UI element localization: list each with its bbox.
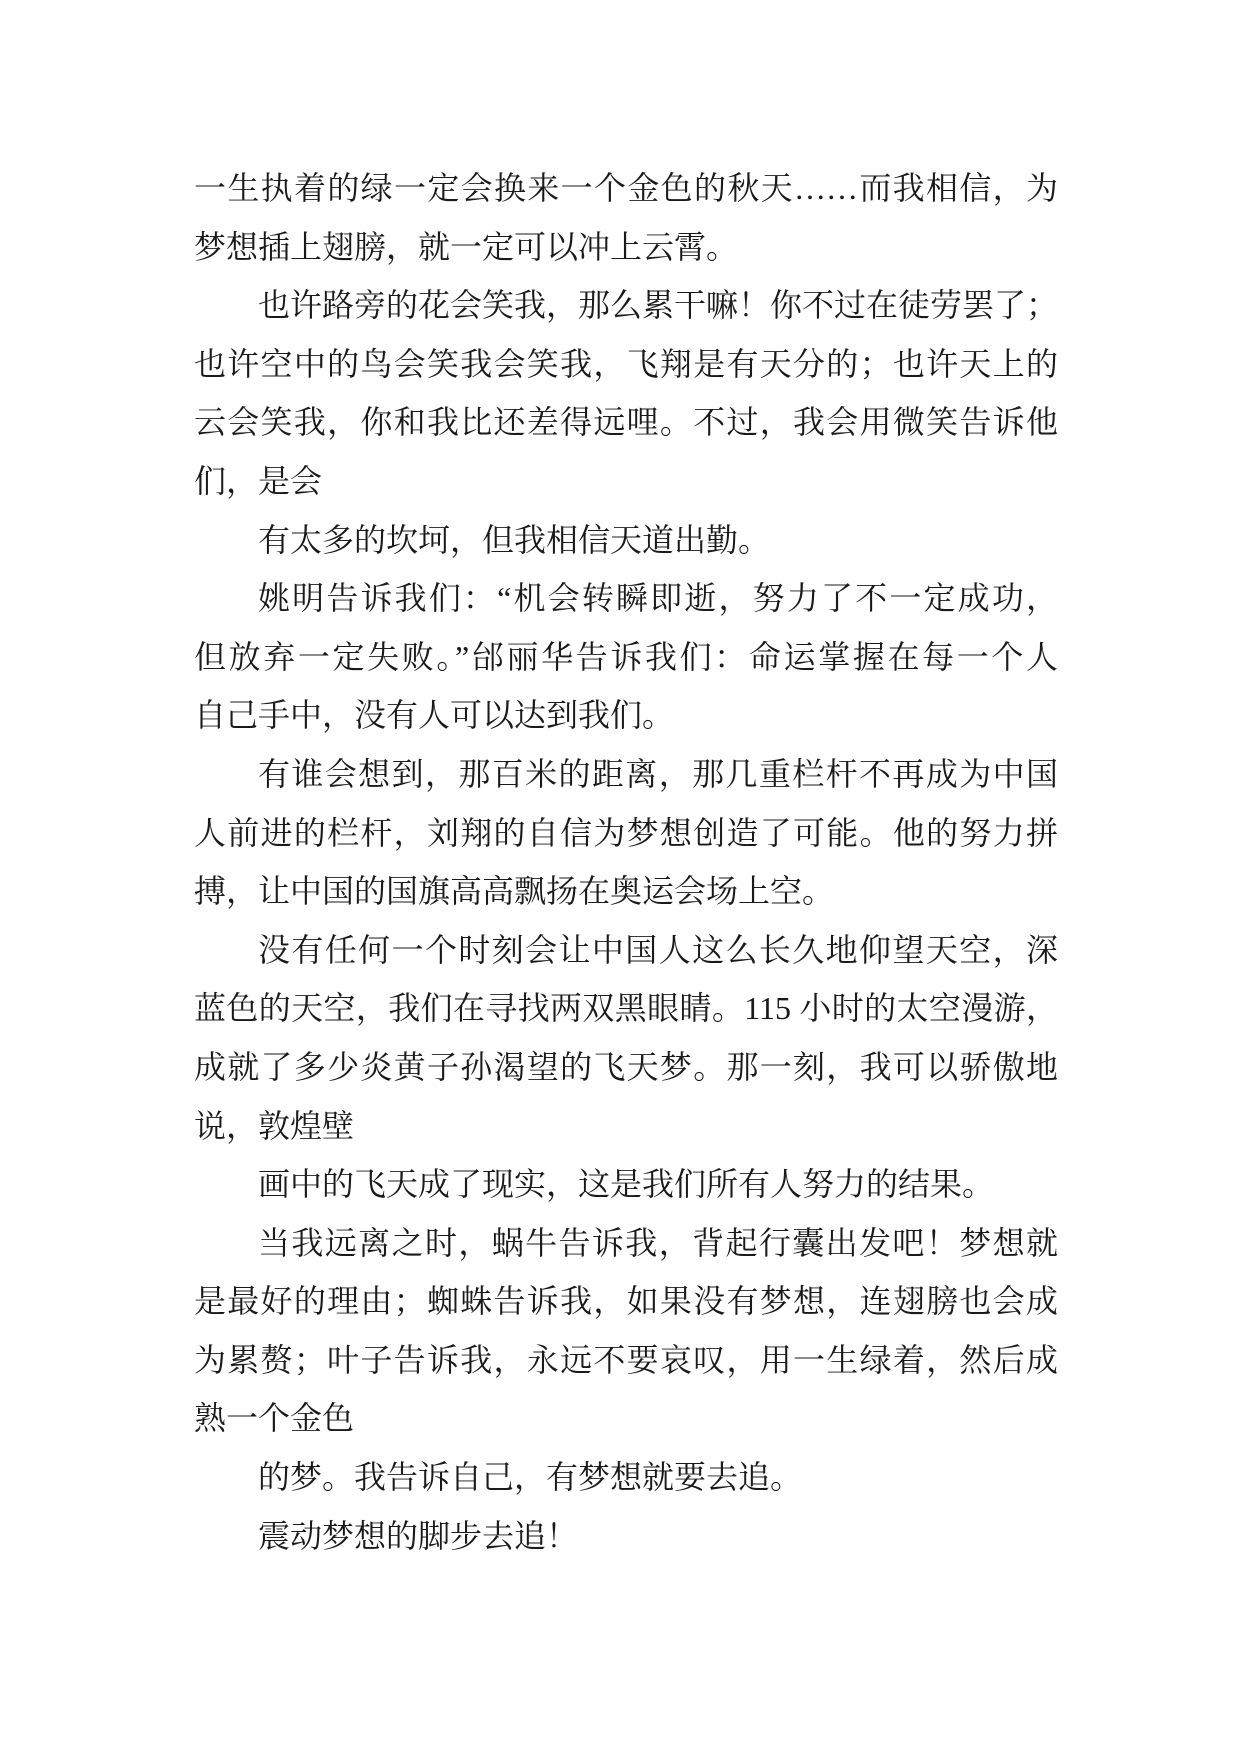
text-line: 的梦。我告诉自己，有梦想就要去追。 (258, 1459, 803, 1496)
text-line: 也许路旁的花会笑我，那么累干嘛！你不过在徒劳罢了； (258, 287, 1059, 324)
text-line: 有谁会想到，那百米的距离，那几重栏杆不再成为中国 (258, 755, 1058, 792)
text-line: 但放弃一定失败。”邰丽华告诉我们：命运掌握在每一个人 (194, 638, 1058, 675)
text-line: 画中的飞天成了现实，这是我们所有人努力的结果。 (258, 1166, 995, 1203)
text-line: 成就了多少炎黄子孙渴望的飞天梦。那一刻，我可以骄傲地 (194, 1048, 1058, 1085)
paragraph (194, 511, 1058, 570)
paragraph (194, 276, 1058, 510)
text-line: 梦想插上翅膀，就一定可以冲上云霄。 (194, 228, 739, 265)
text-line: 蓝色的天空，我们在寻找两双黑眼睛。115 小时的太空漫游， (194, 990, 1058, 1027)
text-line: 自己手中，没有人可以达到我们。 (194, 697, 675, 734)
text-line: 也许空中的鸟会笑我会笑我，飞翔是有天分的；也许天上的 (194, 345, 1058, 382)
text-line: 没有任何一个时刻会让中国人这么长久地仰望天空，深 (258, 931, 1058, 968)
paragraph (194, 921, 1058, 1155)
paragraph (194, 569, 1058, 745)
text-line: 一生执着的绿一定会换来一个金色的秋天……而我相信，为 (194, 170, 1058, 206)
text-line: 们，是会 (194, 462, 323, 499)
text-line: 是最好的理由；蜘蛛告诉我，如果没有梦想，连翅膀也会成 (194, 1283, 1058, 1320)
text-line: 姚明告诉我们：“机会转瞬即逝，努力了不一定成功， (258, 580, 1058, 617)
paragraph (194, 159, 1058, 276)
paragraph (194, 745, 1058, 921)
paragraph (194, 1214, 1058, 1448)
text-line: 云会笑我，你和我比还差得远哩。不过，我会用微笑告诉他 (194, 404, 1058, 441)
document-page (194, 159, 1058, 1565)
text-line: 震动梦想的脚步去追！ (258, 1517, 579, 1554)
paragraph (194, 1507, 1058, 1566)
text-line: 搏，让中国的国旗高高飘扬在奥运会场上空。 (194, 873, 835, 910)
text-line: 熟一个金色 (194, 1400, 355, 1437)
text-line: 有太多的坎坷，但我相信天道出勤。 (258, 521, 771, 558)
text-line: 当我远离之时，蜗牛告诉我，背起行囊出发吧！梦想就 (258, 1224, 1058, 1261)
text-line: 为累赘；叶子告诉我，永远不要哀叹，用一生绿着，然后成 (194, 1341, 1058, 1378)
text-line: 说，敦煌壁 (194, 1107, 355, 1144)
text-line: 人前进的栏杆，刘翔的自信为梦想创造了可能。他的努力拼 (194, 814, 1058, 851)
paragraph (194, 1448, 1058, 1507)
paragraph (194, 1155, 1058, 1214)
